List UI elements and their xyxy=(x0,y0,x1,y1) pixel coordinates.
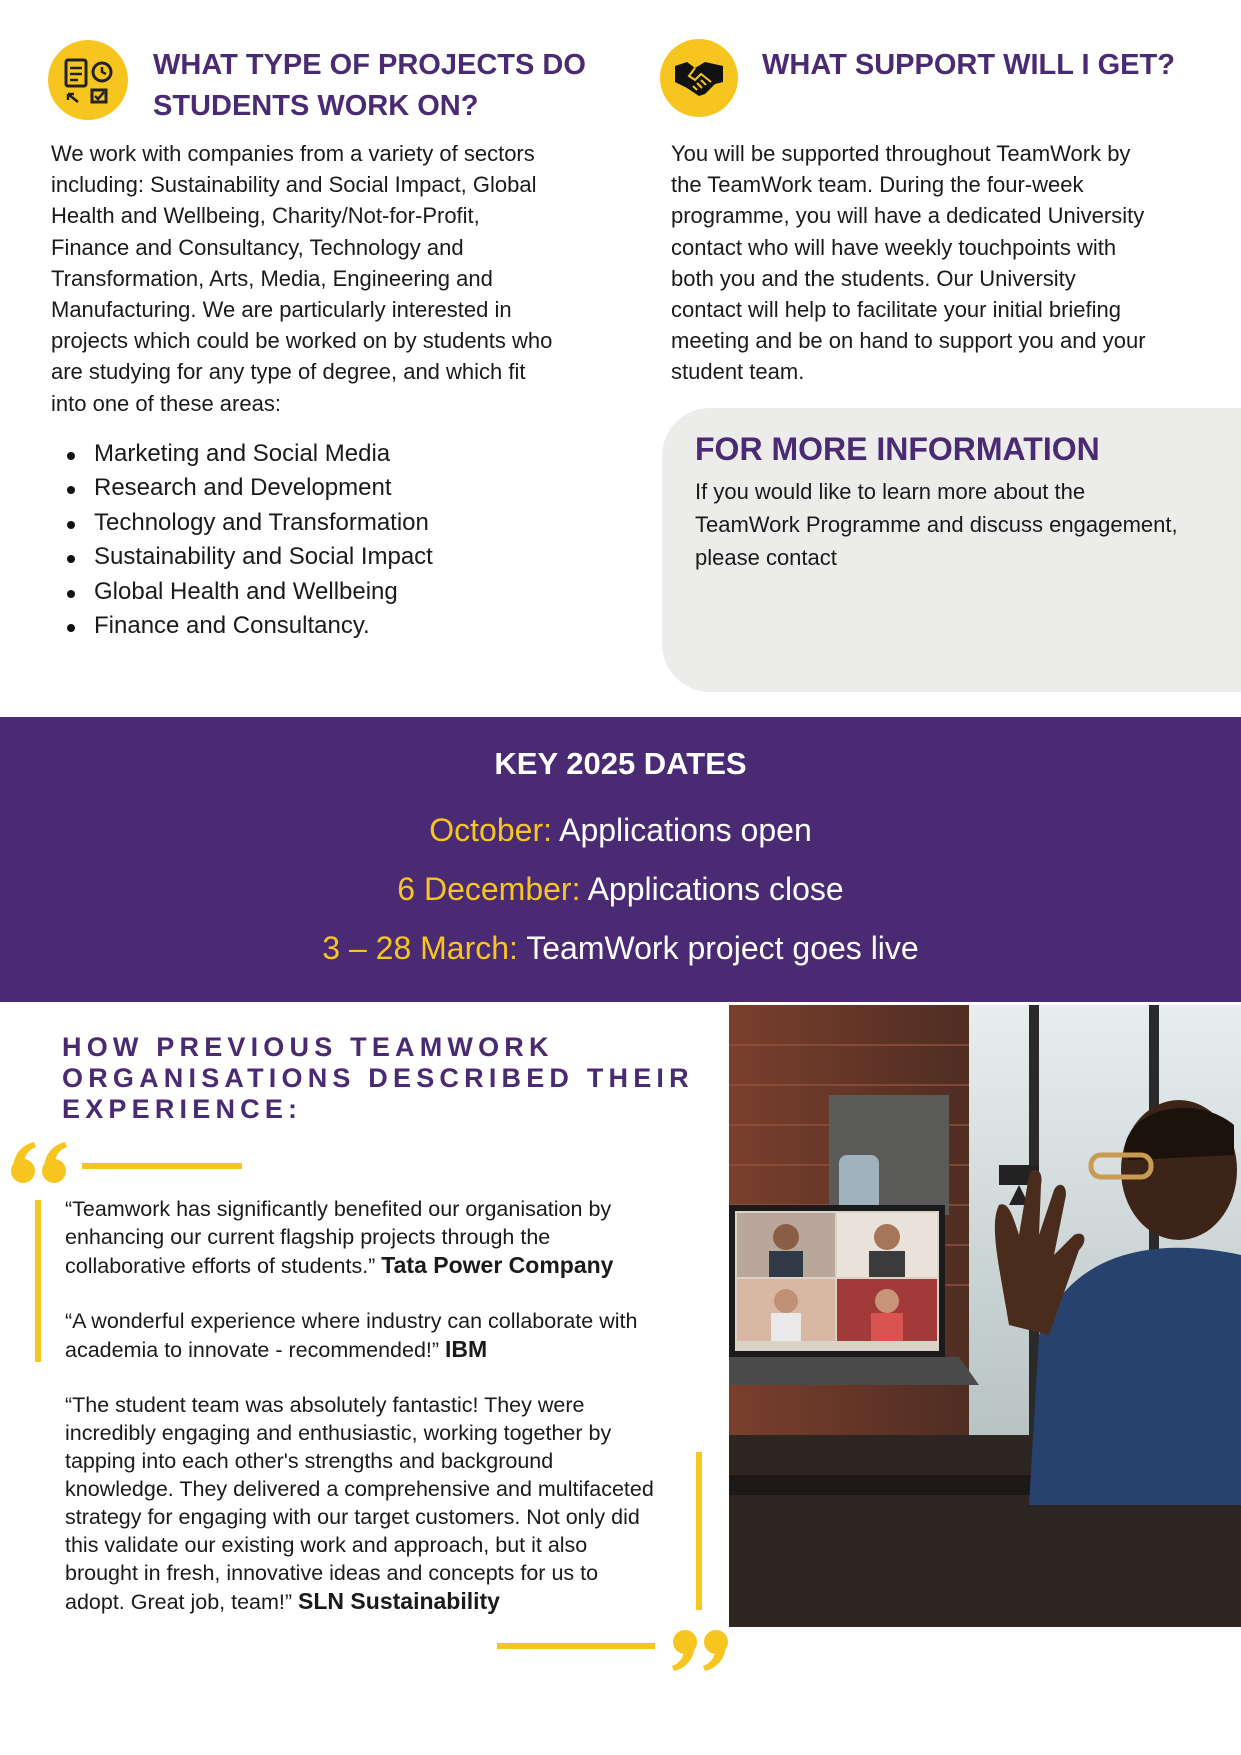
testimonials-title-line: ORGANISATIONS DESCRIBED THEIR xyxy=(62,1063,694,1093)
quote-author: Tata Power Company xyxy=(381,1252,614,1278)
quote-line: enhancing our current flagship projects through the xyxy=(65,1225,551,1249)
date-event: Applications open xyxy=(551,812,812,848)
more-info-title: FOR MORE INFORMATION xyxy=(695,431,1100,467)
support-title: WHAT SUPPORT WILL I GET? xyxy=(762,49,1175,81)
date-event: Applications close xyxy=(580,871,844,907)
projects-body-line: Finance and Consultancy, Technology and xyxy=(51,234,464,260)
list-item: Technology and Transformation xyxy=(51,506,433,540)
right-quote-bar xyxy=(696,1452,702,1610)
project-tasks-icon xyxy=(48,40,128,120)
support-body-line: contact who will have weekly touchpoints with xyxy=(671,234,1117,260)
projects-body-line: Health and Wellbeing, Charity/Not-for-Profit, xyxy=(51,203,480,229)
testimonial-ibm xyxy=(65,1307,725,1364)
video-call-photo xyxy=(729,1005,1241,1627)
quote-line: incredibly engaging and enthusiastic, working together by xyxy=(65,1421,612,1445)
quote-line: collaborative efforts of students.” xyxy=(65,1254,382,1278)
quote-author: SLN Sustainability xyxy=(298,1588,500,1614)
project-areas-list xyxy=(51,437,433,643)
quote-line: tapping into each other's strengths and background xyxy=(65,1449,554,1473)
key-dates-title: KEY 2025 DATES xyxy=(494,746,747,781)
close-quote-icon xyxy=(670,1625,732,1680)
more-info-line: TeamWork Programme and discuss engagement, xyxy=(695,512,1178,537)
quote-line: knowledge. They delivered a comprehensive and multifaceted xyxy=(65,1477,654,1501)
projects-title-line2: STUDENTS WORK ON? xyxy=(153,90,479,122)
list-item: Finance and Consultancy. xyxy=(51,609,433,643)
quote-line: “A wonderful experience where industry can collaborate with xyxy=(65,1309,638,1333)
bottom-quote-rule xyxy=(497,1643,655,1649)
testimonials-title xyxy=(62,1032,694,1125)
key-date-march xyxy=(0,926,1241,970)
support-body-line: programme, you will have a dedicated University xyxy=(671,203,1145,229)
support-body-line: contact will help to facilitate your initial briefing xyxy=(671,297,1122,323)
support-body-line: student team. xyxy=(671,359,805,385)
list-item: Sustainability and Social Impact xyxy=(51,540,433,574)
quote-line: adopt. Great job, team!” xyxy=(65,1590,299,1614)
handshake-icon xyxy=(660,39,738,117)
more-info-body xyxy=(695,475,1215,574)
testimonial-sln xyxy=(65,1391,725,1616)
support-body-line: meeting and be on hand to support you and your xyxy=(671,328,1146,354)
testimonial-tata xyxy=(65,1195,725,1280)
projects-title-line1: WHAT TYPE OF PROJECTS DO xyxy=(153,49,586,81)
projects-body-line: Manufacturing. We are particularly interested in xyxy=(51,297,512,323)
key-date-october xyxy=(0,808,1241,852)
more-info-line: please contact xyxy=(695,545,837,570)
projects-body-line: projects which could be worked on by students who xyxy=(51,328,553,354)
support-body xyxy=(671,138,1171,388)
projects-body-line: We work with companies from a variety of sectors xyxy=(51,141,535,166)
projects-body-line: are studying for any type of degree, and which fit xyxy=(51,359,526,385)
testimonials-title-line: EXPERIENCE: xyxy=(62,1094,303,1124)
projects-body-line: Transformation, Arts, Media, Engineering and xyxy=(51,265,493,291)
support-body-line: both you and the students. Our University xyxy=(671,265,1076,291)
date-label: October: xyxy=(429,812,552,848)
projects-body-line: including: Sustainability and Social Impact, Global xyxy=(51,172,537,198)
list-item: Marketing and Social Media xyxy=(51,437,433,471)
projects-body xyxy=(51,138,611,419)
date-label: 6 December: xyxy=(397,871,581,907)
projects-body-line: into one of these areas: xyxy=(51,390,281,416)
open-quote-icon xyxy=(8,1138,70,1193)
list-item: Research and Development xyxy=(51,471,433,505)
more-info-line: If you would like to learn more about the xyxy=(695,479,1086,504)
projects-title xyxy=(153,45,586,127)
date-event: TeamWork project goes live xyxy=(517,930,919,966)
left-quote-bar xyxy=(35,1200,41,1362)
testimonials-title-line: HOW PREVIOUS TEAMWORK xyxy=(62,1032,554,1062)
quote-line: “The student team was absolutely fantastic! They were xyxy=(65,1393,585,1417)
list-item: Global Health and Wellbeing xyxy=(51,575,433,609)
key-date-december xyxy=(0,867,1241,911)
support-body-line: the TeamWork team. During the four-week xyxy=(671,172,1084,198)
quote-author: IBM xyxy=(445,1336,488,1362)
top-quote-rule xyxy=(82,1163,242,1169)
support-body-line: You will be supported throughout TeamWork by xyxy=(671,141,1131,166)
quote-line: this validate our existing work and approach, but it also xyxy=(65,1533,588,1557)
date-label: 3 – 28 March: xyxy=(322,930,518,966)
quote-line: strategy for engaging with our target customers. Not only did xyxy=(65,1505,640,1529)
quote-line: brought in fresh, innovative ideas and concepts for us to xyxy=(65,1561,599,1585)
quote-line: “Teamwork has significantly benefited our organisation by xyxy=(65,1197,612,1221)
quote-line: academia to innovate - recommended!” xyxy=(65,1338,446,1362)
